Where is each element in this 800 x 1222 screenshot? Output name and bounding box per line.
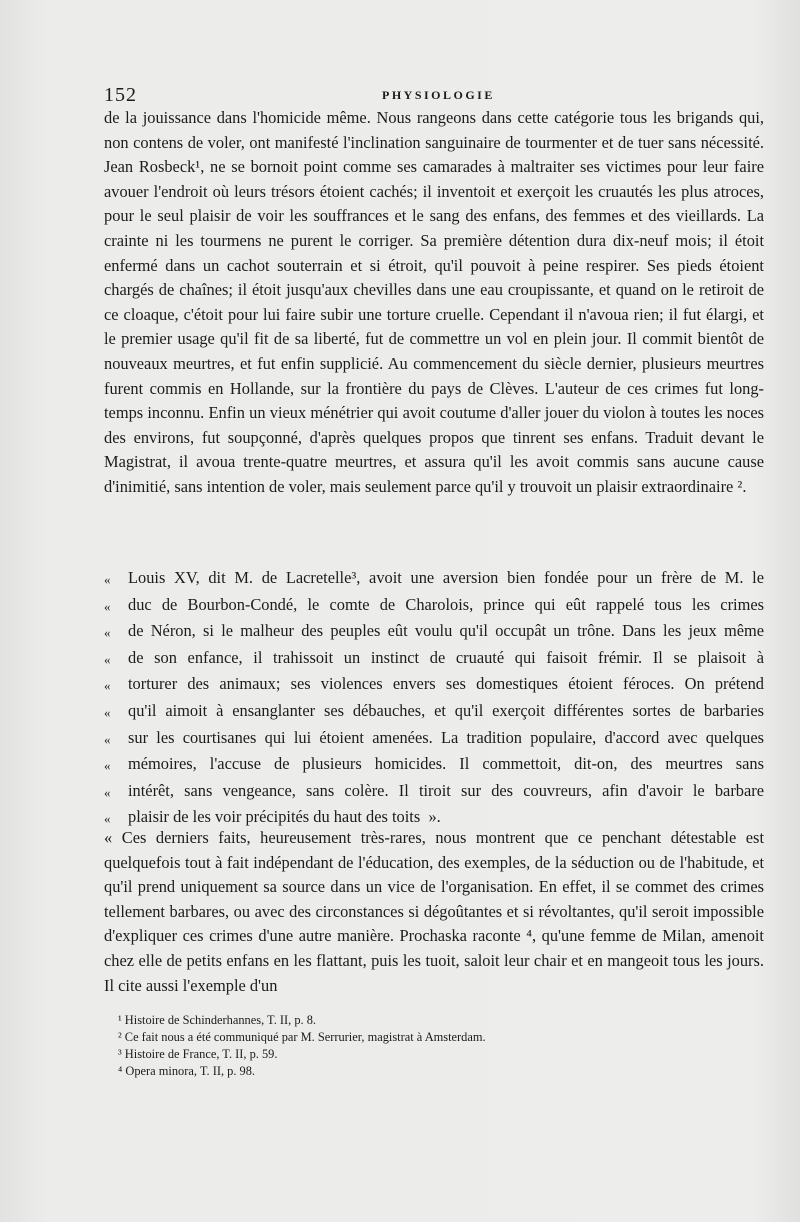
footnote: ³ Histoire de France, T. II, p. 59. <box>118 1047 278 1061</box>
quote-mark: « <box>104 651 111 667</box>
quote-mark: « <box>104 598 111 614</box>
quote-line-text: sur les courtisanes qui lui étoient amenées. La tradition populaire, d'accord avec quelques <box>128 727 764 747</box>
quote-line-text: torturer des animaux; ses violences envers ses domestiques étoient féroces. On prétend <box>128 674 764 694</box>
quote-line-text: duc de Bourbon-Condé, le comte de Charolois, prince qui eût rappelé tous les crimes <box>128 594 764 614</box>
quote-line <box>104 672 764 699</box>
quote-line <box>104 752 764 779</box>
quote-line <box>104 699 764 726</box>
quote-mark: « <box>104 784 111 800</box>
quote-line-text: intérêt, sans vengeance, sans colère. Il tiroit sur des couvreurs, afin d'avoir le barbare <box>128 780 764 800</box>
quote-mark: « <box>104 678 111 694</box>
quote-line <box>104 646 764 673</box>
quote-line <box>104 779 764 806</box>
quote-last-text: plaisir de les voir précipités du haut des toits <box>128 807 421 827</box>
main-paragraph <box>104 106 764 500</box>
quote-closing-mark: ». <box>428 807 441 827</box>
quote-mark: « <box>104 572 111 587</box>
quote-line-text: Louis XV, dit M. de Lacretelle³, avoit une aversion bien fondée pour un frère de M. le <box>128 568 764 587</box>
footnote: ² Ce fait nous a été communiqué par M. Serrurier, magistrat à Amsterdam. <box>118 1030 486 1044</box>
quote-mark: « <box>104 811 111 827</box>
paragraph-text: de la jouissance dans l'homicide même. Nous rangeons dans cette catégorie tous les brigands qui, non contens de voler, ont manifesté l'inclination sanguinaire de tourmenter et de tuer sans nécessité. Jean Rosbeck¹, ne se bornoit point comme ses camarades à maltraiter ses victimes pour leur faire avouer l'endroit où leurs trésors étoient cachés; il inventoit et exerçoit les cruautés les plus atroces, pour le seul plaisir de voir les souffrances et le sang des enfans, des femmes et des vieillards. La crainte ni les tourmens ne purent le corriger. Sa première détention dura dix-neuf mois; il étoit enfermé dans un cachot souterrain et si étroit, qu'il pouvoit à peine respirer. Ses pieds étoient chargés de chaînes; il étoit jusqu'aux chevilles dans une eau croupissante, et quand on le retiroit de ce cloaque, c'étoit pour lui faire subir une torture cruelle. Cependant il n'avoua rien; il fut élargi, et le premier usage qu'il fit de sa liberté, fut de commettre un vol en plein jour. Il commit bientôt de nouveaux meurtres, et fut enfin supplicié. Au commencement du siècle dernier, plusieurs meurtres furent commis en Hollande, sur la frontière du pays de Clèves. L'auteur de ces crimes fut long-temps inconnu. Enfin un vieux ménétrier qui avoit coutume d'aller jouer du violon à toutes les noces des environs, fut soupçonné, d'après quelques propos que tinrent ses enfans. Traduit devant le Magistrat, il avoua trente-quatre meurtres, et assura qu'il les avoit commis sans aucune cause d'inimitié, sans intention de voler, mais seulement parce qu'il y trouvoit un plaisir extraordinaire ². <box>104 108 764 496</box>
quote-line <box>104 593 764 620</box>
footnotes <box>118 1012 678 1080</box>
quote-line-text: de Néron, si le malheur des peuples eût voulu qu'il occupât un trône. Dans les jeux même <box>128 621 764 641</box>
quote-mark: « <box>104 625 111 641</box>
quote-line <box>104 566 764 593</box>
quote-line-text: qu'il aimoit à ensanglanter ses débauches, et qu'il exerçoit différentes sortes de barbaries <box>128 700 764 720</box>
quote-mark: « <box>104 731 111 747</box>
running-title: PHYSIOLOGIE <box>382 88 495 102</box>
quote-mark: « <box>104 758 111 774</box>
footnote: ¹ Histoire de Schinderhannes, T. II, p. 8. <box>118 1013 317 1027</box>
quote-line-text: de son enfance, il trahissoit un instinct de cruauté qui faisoit frémir. Il se plaisoit à <box>128 647 764 667</box>
quote-line <box>104 619 764 646</box>
page-number: 152 <box>104 84 137 106</box>
quote-line-text: mémoires, l'accuse de plusieurs homicides. Il commettoit, dit-on, des meurtres sans <box>128 754 764 774</box>
second-paragraph <box>104 826 764 998</box>
paragraph-text: « Ces derniers faits, heureusement très-rares, nous montrent que ce penchant détestable est quelquefois tout à fait indépendant de l'éducation, des exemples, de la séduction ou de l'habitude, et qu'il prend uniquement sa source dans un vice de l'organisation. En effet, il se commet des crimes tellement barbares, ou avec des circonstances si dégoûtantes et si révoltantes, qu'il seroit impossible d'expliquer ces crimes d'une autre manière. Prochaska raconte ⁴, qu'une femme de Milan, amenoit chez elle de petits enfans en les flattant, puis les tuoit, saloit leur chair et en mangeoit tous les jours. Il cite aussi l'exemple d'un <box>104 828 764 995</box>
quote-line <box>104 726 764 753</box>
quoted-passage <box>104 566 764 832</box>
quote-mark: « <box>104 704 111 720</box>
footnote: ⁴ Opera minora, T. II, p. 98. <box>118 1064 256 1078</box>
